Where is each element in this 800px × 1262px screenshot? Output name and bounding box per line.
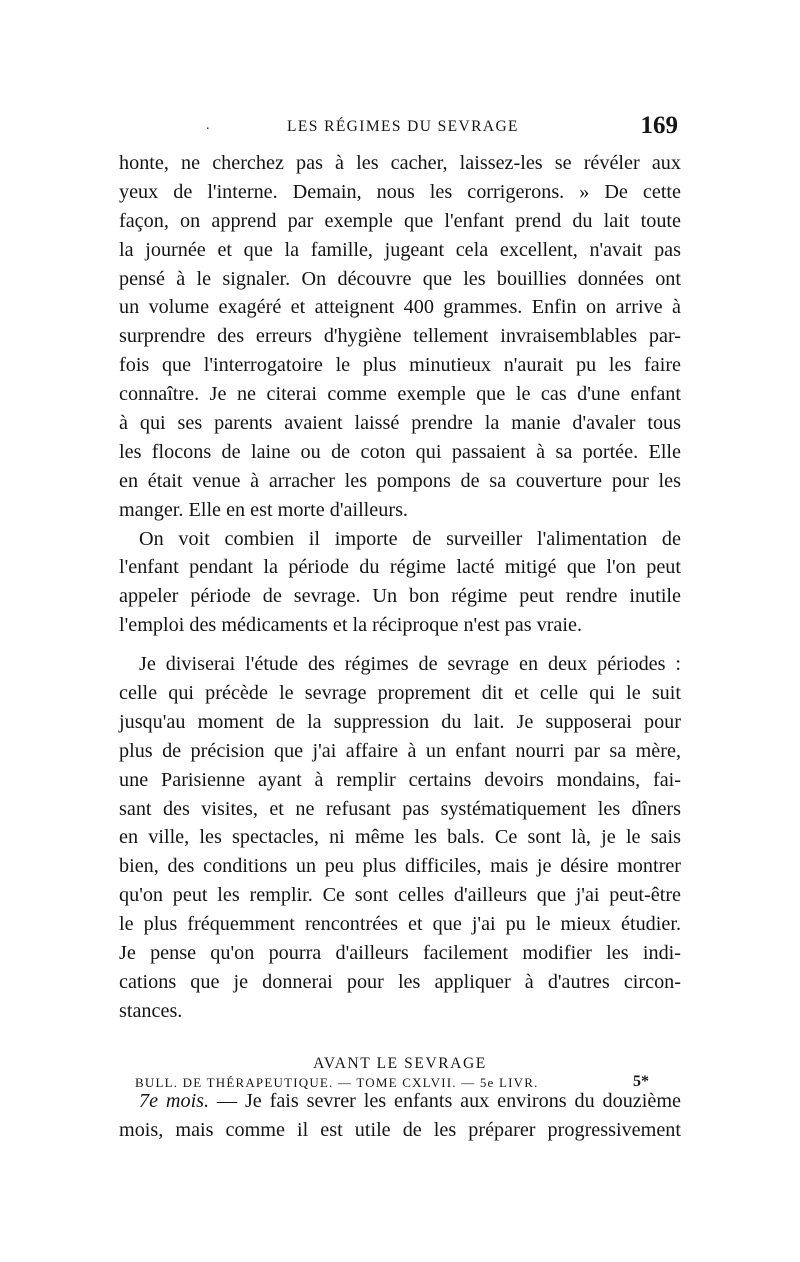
text-line: Je pense qu'on pourra d'ailleurs facilement modifier les indi- [119,942,681,965]
text-line: connaître. Je ne citerai comme exemple que le cas d'une enfant [119,383,681,406]
text-line: façon, on apprend par exemple que l'enfant prend du lait toute [119,209,681,232]
text-line: celle qui précède le sevrage proprement dit et celle qui le suit [119,682,681,705]
text-line: stances. [119,999,183,1022]
text-line: Je diviserai l'étude des régimes de sevrage en deux périodes : [139,653,681,676]
page-number: 169 [640,112,678,139]
header-dot: . [206,118,210,133]
text-line: une Parisienne ayant à remplir certains devoirs mondains, fai- [119,768,681,791]
text-line: bien, des conditions un peu plus difficiles, mais je désire montrer [119,855,681,878]
text-line: surprendre des erreurs d'hygiène tellement invraisemblables par- [119,325,681,348]
paragraph-gap [119,640,681,650]
month-label: 7e mois. [139,1089,210,1112]
page-footer [135,1075,655,1097]
text-line: honte, ne cherchez pas à les cacher, laissez-les se révéler aux [119,152,681,174]
text-line: la journée et que la famille, jugeant cela excellent, n'avait pas [119,238,681,261]
text-line: en ville, les spectacles, ni même les bals. Ce sont là, je le sais [119,826,681,849]
text-line: plus de précision que j'ai affaire à un enfant nourri par sa mère, [119,739,681,762]
text-line: qu'on peut les remplir. Ce sont celles d'ailleurs que j'ai peut-être [119,884,681,907]
signature-mark: 5* [633,1073,649,1090]
text-line: appeler période de sevrage. Un bon régime peut rendre inutile [119,585,681,608]
text-line: manger. Elle en est morte d'ailleurs. [119,498,408,521]
page-header [118,112,688,146]
text-line: à qui ses parents avaient laissé prendre la manie d'avaler tous [119,412,681,435]
text-line: les flocons de laine ou de coton qui passaient à sa portée. Elle [119,440,681,463]
paragraph [119,525,681,641]
section-gap [119,1026,681,1050]
text-line: mois, mais comme il est utile de les préparer progressivement [119,1118,681,1141]
paragraph [119,149,681,525]
text-line: l'enfant pendant la période du régime lacté mitigé que l'on peut [119,556,681,579]
paragraph [119,650,681,1026]
body-text [119,149,681,1144]
text-line: jusqu'au moment de la suppression du lait. Je supposerai pour [119,710,681,733]
text-line: l'emploi des médicaments et la réciproque n'est pas vraie. [119,614,583,637]
text-line: sant des visites, et ne refusant pas systématiquement les dîners [119,797,681,820]
text-line: un volume exagéré et atteignent 400 grammes. Enfin on arrive à [119,296,681,319]
text-line: en était venue à arracher les pompons de sa couverture pour les [119,469,681,492]
text-line: le plus fréquemment rencontrées et que j'ai pu le mieux étudier. [119,913,681,936]
text-line: fois que l'interrogatoire le plus minutieux n'aurait pu les faire [119,354,681,377]
text-line: yeux de l'interne. Demain, nous les corrigerons. » De cette [119,180,681,203]
text-line: cations que je donnerai pour les appliquer à d'autres circon- [119,970,681,993]
running-title: LES RÉGIMES DU SEVRAGE [287,118,519,135]
text-line: pensé à le signaler. On découvre que les bouillies données ont [119,267,681,290]
section-heading: AVANT LE SEVRAGE [313,1054,487,1072]
footer-citation: BULL. DE THÉRAPEUTIQUE. — TOME CXLVII. — 5e LIVR. [135,1075,539,1090]
text-line: On voit combien il importe de surveiller l'alimentation de [139,527,681,550]
text-fragment: — Je fais sevrer les enfants aux environs du douzième [209,1089,681,1112]
